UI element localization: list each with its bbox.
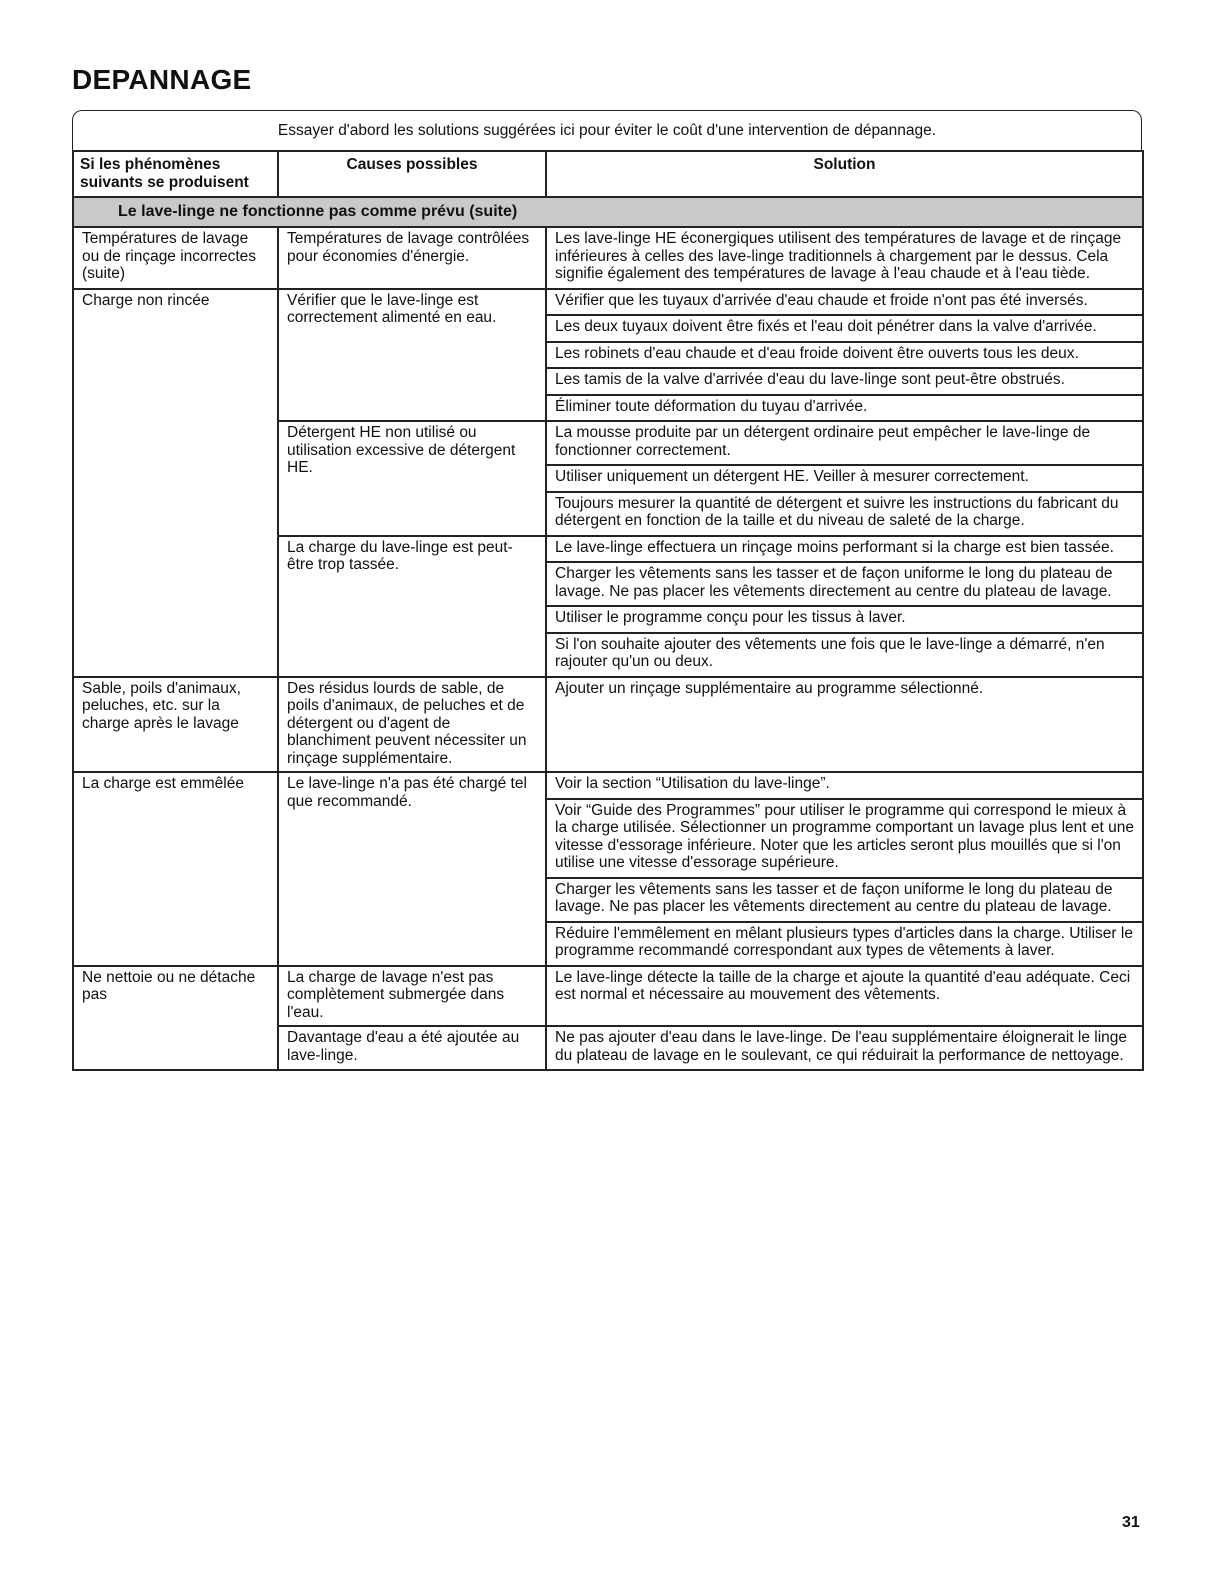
symptom-cell: Sable, poils d'animaux, peluches, etc. sur la charge après le lavage xyxy=(73,677,278,773)
table-row xyxy=(73,966,1143,1027)
table-row xyxy=(73,772,1143,799)
header-causes: Causes possibles xyxy=(278,151,546,197)
table-row xyxy=(73,289,1143,316)
solution-cell: La mousse produite par un détergent ordinaire peut empêcher le lave-linge de fonctionner correctement. xyxy=(546,421,1143,465)
header-solution: Solution xyxy=(546,151,1143,197)
page-number: 31 xyxy=(1122,1514,1140,1531)
cause-cell: La charge de lavage n'est pas complètement submergée dans l'eau. xyxy=(278,966,546,1027)
solution-cell: Utiliser le programme conçu pour les tissus à laver. xyxy=(546,606,1143,633)
solution-cell: Les lave-linge HE éconergiques utilisent des températures de lavage et de rinçage inférieures à celles des lave-linge traditionnels à chargement par le dessus. Cela signifie également des températures de lavage à l'eau chaude et à l'eau tiède. xyxy=(546,227,1143,289)
solution-cell: Éliminer toute déformation du tuyau d'arrivée. xyxy=(546,395,1143,422)
troubleshooting-frame xyxy=(72,110,1142,1071)
solution-cell: Toujours mesurer la quantité de détergent et suivre les instructions du fabricant du détergent en fonction de la taille et du niveau de saleté de la charge. xyxy=(546,492,1143,536)
table-row xyxy=(73,677,1143,773)
header-symptoms: Si les phénomènes suivants se produisent xyxy=(73,151,278,197)
solution-cell: Le lave-linge détecte la taille de la charge et ajoute la quantité d'eau adéquate. Ceci est normal et nécessaire au mouvement des vêtements. xyxy=(546,966,1143,1027)
solution-cell: Le lave-linge effectuera un rinçage moins performant si la charge est bien tassée. xyxy=(546,536,1143,563)
symptom-cell: La charge est emmêlée xyxy=(73,772,278,966)
table-row xyxy=(73,227,1143,289)
solution-cell: Charger les vêtements sans les tasser et de façon uniforme le long du plateau de lavage. Ne pas placer les vêtements directement au centre du plateau de lavage. xyxy=(546,878,1143,922)
solution-cell: Voir “Guide des Programmes” pour utiliser le programme qui correspond le mieux à la charge utilisée. Sélectionner un programme comportant un lavage plus lent et une vitesse d'essorage inférieure. Noter que les articles seront plus mouillés que si l'on utilise une vitesse d'essorage supérieure. xyxy=(546,799,1143,878)
solution-cell: Si l'on souhaite ajouter des vêtements une fois que le lave-linge a démarré, n'en rajouter qu'un ou deux. xyxy=(546,633,1143,677)
solution-cell: Les robinets d'eau chaude et d'eau froide doivent être ouverts tous les deux. xyxy=(546,342,1143,369)
cause-cell: Davantage d'eau a été ajoutée au lave-linge. xyxy=(278,1026,546,1070)
intro-text: Essayer d'abord les solutions suggérées ici pour éviter le coût d'une intervention de dépannage. xyxy=(72,110,1142,150)
section-title: Le lave-linge ne fonctionne pas comme prévu (suite) xyxy=(73,197,1143,227)
solution-cell: Charger les vêtements sans les tasser et de façon uniforme le long du plateau de lavage. Ne pas placer les vêtements directement au centre du plateau de lavage. xyxy=(546,562,1143,606)
table-header-row xyxy=(73,151,1143,197)
solution-cell: Ne pas ajouter d'eau dans le lave-linge. De l'eau supplémentaire éloignerait le linge du plateau de lavage en le soulevant, ce qui réduirait la performance de nettoyage. xyxy=(546,1026,1143,1070)
cause-cell: Températures de lavage contrôlées pour économies d'énergie. xyxy=(278,227,546,289)
solution-cell: Ajouter un rinçage supplémentaire au programme sélectionné. xyxy=(546,677,1143,773)
symptom-cell: Températures de lavage ou de rinçage incorrectes (suite) xyxy=(73,227,278,289)
cause-cell: Vérifier que le lave-linge est correctement alimenté en eau. xyxy=(278,289,546,422)
troubleshooting-table xyxy=(72,150,1144,1071)
page-title: DEPANNAGE xyxy=(72,64,252,95)
symptom-cell: Ne nettoie ou ne détache pas xyxy=(73,966,278,1071)
cause-cell: La charge du lave-linge est peut-être trop tassée. xyxy=(278,536,546,677)
solution-cell: Les tamis de la valve d'arrivée d'eau du lave-linge sont peut-être obstrués. xyxy=(546,368,1143,395)
cause-cell: Détergent HE non utilisé ou utilisation excessive de détergent HE. xyxy=(278,421,546,536)
cause-cell: Des résidus lourds de sable, de poils d'animaux, de peluches et de détergent ou d'agent de blanchiment peuvent nécessiter un rinçage supplémentaire. xyxy=(278,677,546,773)
solution-cell: Les deux tuyaux doivent être fixés et l'eau doit pénétrer dans la valve d'arrivée. xyxy=(546,315,1143,342)
solution-cell: Voir la section “Utilisation du lave-linge”. xyxy=(546,772,1143,799)
section-header-row xyxy=(73,197,1143,227)
solution-cell: Vérifier que les tuyaux d'arrivée d'eau chaude et froide n'ont pas été inversés. xyxy=(546,289,1143,316)
symptom-cell: Charge non rincée xyxy=(73,289,278,677)
cause-cell: Le lave-linge n'a pas été chargé tel que recommandé. xyxy=(278,772,546,966)
solution-cell: Utiliser uniquement un détergent HE. Veiller à mesurer correctement. xyxy=(546,465,1143,492)
solution-cell: Réduire l'emmêlement en mêlant plusieurs types d'articles dans la charge. Utiliser le programme recommandé correspondant aux types de vêtements à laver. xyxy=(546,922,1143,966)
